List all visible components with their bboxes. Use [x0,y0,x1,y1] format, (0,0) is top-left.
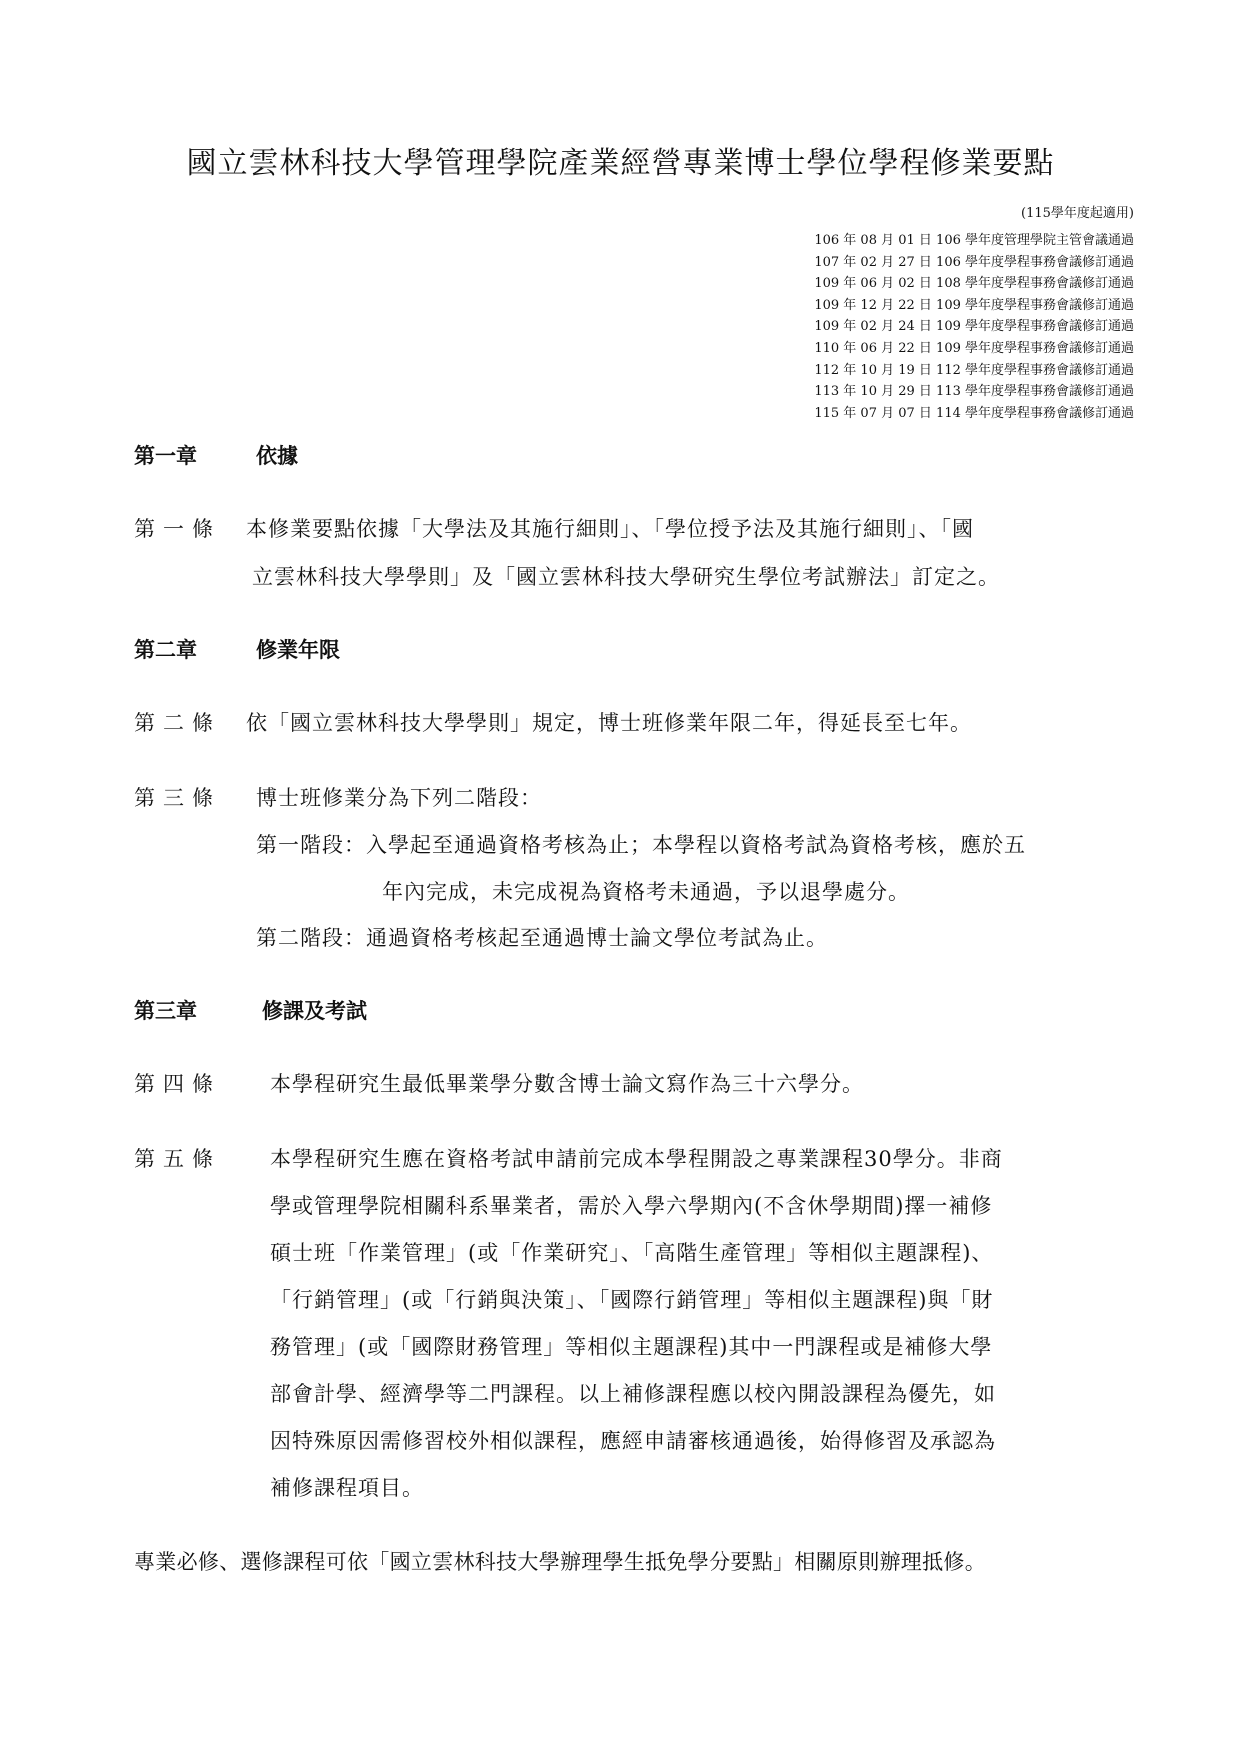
revision-history-item: 115 年 07 月 07 日 114 學年度學程事務會議修訂通過 [814,405,1134,421]
article-1-label: 第一條 [134,517,221,541]
article-5-label: 第五條 [134,1147,221,1171]
chapter-title: 修課及考試 [262,998,367,1023]
course-credit-note: 專業必修、選修課程可依「國立雲林科技大學辦理學生抵免學分要點」相關原則辦理抵修。 [134,1550,986,1574]
page-title: 國立雲林科技大學管理學院產業經營專業博士學位學程修業要點 [186,146,1055,181]
revision-history-item: 112 年 10 月 19 日 112 學年度學程事務會議修訂通過 [814,362,1134,378]
revision-history-item: 110 年 06 月 22 日 109 學年度學程事務會議修訂通過 [814,340,1134,356]
article-5-line: 碩士班「作業管理」(或「作業研究」、「高階生產管理」等相似主題課程)、 [270,1241,994,1265]
chapter-number: 第二章 [134,637,197,662]
chapter-title: 依據 [256,443,298,468]
article-5-line: 學或管理學院相關科系畢業者，需於入學六學期內(不含休學期間)擇一補修 [270,1194,993,1218]
article-3-stage-1: 第一階段：入學起至通過資格考核為止；本學程以資格考試為資格考核，應於五 [256,833,1026,857]
article-4-line: 本學程研究生最低畢業學分數含博士論文寫作為三十六學分。 [270,1072,864,1096]
revision-history-item: 109 年 12 月 22 日 109 學年度學程事務會議修訂通過 [814,297,1134,313]
article-5-line: 務管理」(或「國際財務管理」等相似主題課程)其中一門課程或是補修大學 [270,1335,993,1359]
article-3-stage-1-cont: 年內完成，未完成視為資格考未通過，予以退學處分。 [382,880,910,904]
article-5-line: 因特殊原因需修習校外相似課程，應經申請審核通過後，始得修習及承認為 [270,1429,996,1453]
article-1-line: 立雲林科技大學學則」及「國立雲林科技大學研究生學位考試辦法」訂定之。 [252,565,1000,589]
article-5-line: 「行銷管理」(或「行銷與決策」、「國際行銷管理」等相似主題課程)與「財 [270,1288,994,1312]
article-4-label: 第四條 [134,1072,221,1096]
article-5-line: 補修課程項目。 [270,1476,424,1500]
applicable-year-note: (115學年度起適用) [1021,206,1134,221]
chapter-2-heading [134,634,340,664]
chapter-title: 修業年限 [256,637,340,662]
revision-history-item: 113 年 10 月 29 日 113 學年度學程事務會議修訂通過 [814,384,1134,400]
article-3-stage-2: 第二階段：通過資格考核起至通過博士論文學位考試為止。 [256,926,828,950]
article-5-line: 部會計學、經濟學等二門課程。以上補修課程應以校內開設課程為優先，如 [270,1382,996,1406]
article-5-line: 本學程研究生應在資格考試申請前完成本學程開設之專業課程30學分。非商 [270,1147,1003,1171]
article-2-line: 依「國立雲林科技大學學則」規定，博士班修業年限二年，得延長至七年。 [246,711,972,735]
article-3-label: 第三條 [134,786,221,810]
revision-history-item: 109 年 02 月 24 日 109 學年度學程事務會議修訂通過 [814,319,1134,335]
revision-history [814,230,1134,424]
revision-history-item: 109 年 06 月 02 日 108 學年度學程事務會議修訂通過 [814,276,1134,292]
chapter-number: 第一章 [134,443,197,468]
revision-history-item: 106 年 08 月 01 日 106 學年度管理學院主管會議通過 [814,233,1134,248]
chapter-number: 第三章 [134,998,197,1023]
article-3-line: 博士班修業分為下列二階段： [256,786,542,810]
revision-history-item: 107 年 02 月 27 日 106 學年度學程事務會議修訂通過 [814,254,1134,270]
chapter-1-heading [134,440,298,470]
article-1-line: 本修業要點依據「大學法及其施行細則」、「學位授予法及其施行細則」、「國 [246,517,974,541]
chapter-3-heading [134,995,367,1025]
article-2-label: 第二條 [134,711,221,735]
